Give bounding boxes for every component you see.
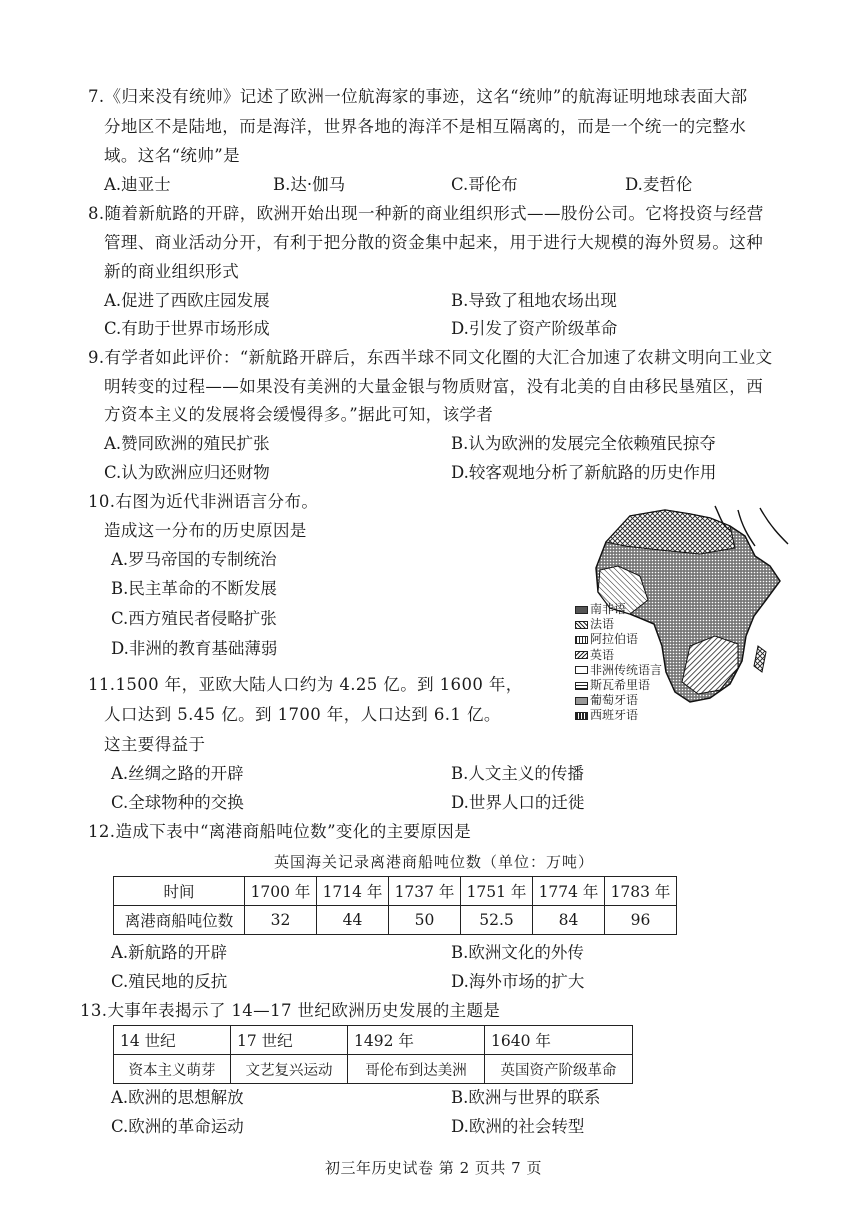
table-cell: 32: [245, 906, 317, 935]
table-cell: 哥伦布到达美洲: [348, 1055, 485, 1084]
q9-option-c: C.认为欧洲应归还财物: [104, 463, 270, 482]
q11-stem-line-2: 人口达到 5.45 亿。到 1700 年，人口达到 6.1 亿。: [104, 705, 501, 724]
table-cell: 84: [533, 906, 605, 935]
legend-label: 英语: [590, 647, 615, 662]
page-footer: 初三年历史试卷 第 2 页共 7 页: [325, 1159, 542, 1177]
q8-stem-line-2: 管理、商业活动分开，有利于把分散的资金集中起来，用于进行大规模的海外贸易。这种: [104, 233, 764, 252]
table-header-cell: 时间: [114, 877, 245, 906]
q10-stem-line-2: 造成这一分布的历史原因是: [104, 521, 307, 540]
q13-option-d: D.欧洲的社会转型: [451, 1117, 585, 1136]
q10-option-d: D.非洲的教育基础薄弱: [111, 639, 278, 658]
q9-stem-line-2: 明转变的过程——如果没有美洲的大量金银与物质财富，没有北美的自由移民垦殖区，西: [104, 377, 764, 396]
table-cell: 英国资产阶级革命: [485, 1055, 633, 1084]
legend-item: [575, 632, 662, 647]
legend-swatch: [575, 606, 588, 614]
q12-stem: 12.造成下表中“离港商船吨位数”变化的主要原因是: [88, 822, 472, 841]
q10-option-c: C.西方殖民者侵略扩张: [111, 609, 277, 628]
legend-label: 西班牙语: [590, 708, 639, 723]
q12-tonnage-table: [113, 876, 677, 935]
table-cell: 44: [317, 906, 389, 935]
table-header-cell: 17 世纪: [231, 1026, 348, 1055]
q13-option-a: A.欧洲的思想解放: [111, 1088, 244, 1107]
q7-option-d: D.麦哲伦: [625, 175, 693, 194]
q7-option-b: B.达·伽马: [273, 175, 346, 194]
q8-option-c: C.有助于世界市场形成: [104, 319, 270, 338]
table-row: [114, 877, 677, 906]
table-row: [114, 1055, 633, 1084]
q12-option-c: C.殖民地的反抗: [111, 972, 228, 991]
legend-label: 非洲传统语言: [590, 662, 663, 677]
q12-option-b: B.欧洲文化的外传: [451, 943, 584, 962]
table-cell: 96: [605, 906, 677, 935]
table-cell: 文艺复兴运动: [231, 1055, 348, 1084]
q12-table-caption: 英国海关记录离港商船吨位数（单位：万吨）: [274, 853, 595, 871]
q12-option-a: A.新航路的开辟: [111, 943, 228, 962]
legend-item: [575, 678, 662, 693]
q10-option-b: B.民主革命的不断发展: [111, 579, 277, 598]
table-header-cell: 1700 年: [245, 877, 317, 906]
table-cell: 50: [389, 906, 461, 935]
table-header-cell: 1714 年: [317, 877, 389, 906]
table-cell: 资本主义萌芽: [114, 1055, 231, 1084]
q8-stem-line-1: 8.随着新航路的开辟，欧洲开始出现一种新的商业组织形式——股份公司。它将投资与经营: [88, 204, 764, 223]
legend-label: 阿拉伯语: [590, 632, 639, 647]
table-header-cell: 1640 年: [485, 1026, 633, 1055]
q13-events-table: [113, 1025, 633, 1084]
q11-option-d: D.世界人口的迁徙: [451, 793, 585, 812]
q12-option-d: D.海外市场的扩大: [451, 972, 585, 991]
q13-stem: 13.大事年表揭示了 14—17 世纪欧洲历史发展的主题是: [80, 1001, 501, 1020]
q7-option-a: A.迪亚士: [104, 175, 171, 194]
legend-swatch: [575, 712, 588, 720]
table-header-cell: 1751 年: [461, 877, 533, 906]
q11-stem-line-1: 11.1500 年，亚欧大陆人口约为 4.25 亿。到 1600 年，: [88, 675, 523, 694]
q11-option-a: A.丝绸之路的开辟: [111, 764, 244, 783]
q13-option-b: B.欧洲与世界的联系: [451, 1088, 601, 1107]
q9-stem-line-3: 方资本主义的发展将会缓慢得多。”据此可知，该学者: [104, 405, 494, 424]
legend-item: [575, 693, 662, 708]
table-header-cell: 14 世纪: [114, 1026, 231, 1055]
legend-swatch: [575, 682, 588, 690]
legend-label: 斯瓦希里语: [590, 678, 651, 693]
q9-option-b: B.认为欧洲的发展完全依赖殖民掠夺: [451, 434, 716, 453]
q7-option-c: C.哥伦布: [451, 175, 518, 194]
q7-stem-line-3: 域。这名“统帅”是: [104, 146, 240, 165]
legend-item: [575, 663, 662, 678]
legend-swatch: [575, 651, 588, 659]
q10-option-a: A.罗马帝国的专制统治: [111, 550, 277, 569]
legend-swatch: [575, 621, 588, 629]
q13-option-c: C.欧洲的革命运动: [111, 1117, 244, 1136]
q8-stem-line-3: 新的商业组织形式: [104, 262, 240, 281]
q8-option-a: A.促进了西欧庄园发展: [104, 291, 270, 310]
legend-label: 南非语: [590, 602, 627, 616]
table-header-cell: 1783 年: [605, 877, 677, 906]
legend-item: [575, 708, 662, 723]
q9-stem-line-1: 9.有学者如此评价：“新航路开辟后，东西半球不同文化圈的大汇合加速了农耕文明向工业文: [88, 348, 773, 367]
legend-label: 葡萄牙语: [590, 693, 639, 708]
table-header-cell: 1774 年: [533, 877, 605, 906]
q11-stem-line-3: 这主要得益于: [104, 735, 206, 754]
q8-option-b: B.导致了租地农场出现: [451, 291, 617, 310]
legend-swatch: [575, 666, 588, 674]
legend-label: 法语: [590, 617, 615, 632]
legend-swatch: [575, 636, 588, 644]
q10-stem-line-1: 10.右图为近代非洲语言分布。: [88, 492, 319, 511]
table-row: [114, 906, 677, 935]
legend-item: [575, 617, 662, 632]
table-header-cell: 1737 年: [389, 877, 461, 906]
table-header-cell: 1492 年: [348, 1026, 485, 1055]
table-cell: 52.5: [461, 906, 533, 935]
q9-option-a: A.赞同欧洲的殖民扩张: [104, 434, 270, 453]
legend-item: [575, 602, 662, 617]
q11-option-c: C.全球物种的交换: [111, 793, 244, 812]
table-row: [114, 1026, 633, 1055]
q11-option-b: B.人文主义的传播: [451, 764, 584, 783]
q7-stem-line-1: 7.《归来没有统帅》记述了欧洲一位航海家的事迹，这名“统帅”的航海证明地球表面大部: [88, 87, 748, 106]
legend-swatch: [575, 697, 588, 705]
legend-item: [575, 648, 662, 663]
q7-stem-line-2: 分地区不是陆地，而是海洋，世界各地的海洋不是相互隔离的，而是一个统一的完整水: [104, 117, 747, 136]
q9-option-d: D.较客观地分析了新航路的历史作用: [451, 463, 717, 482]
table-cell: 离港商船吨位数: [114, 906, 245, 935]
q8-option-d: D.引发了资产阶级革命: [451, 319, 618, 338]
map-legend: [575, 602, 662, 724]
